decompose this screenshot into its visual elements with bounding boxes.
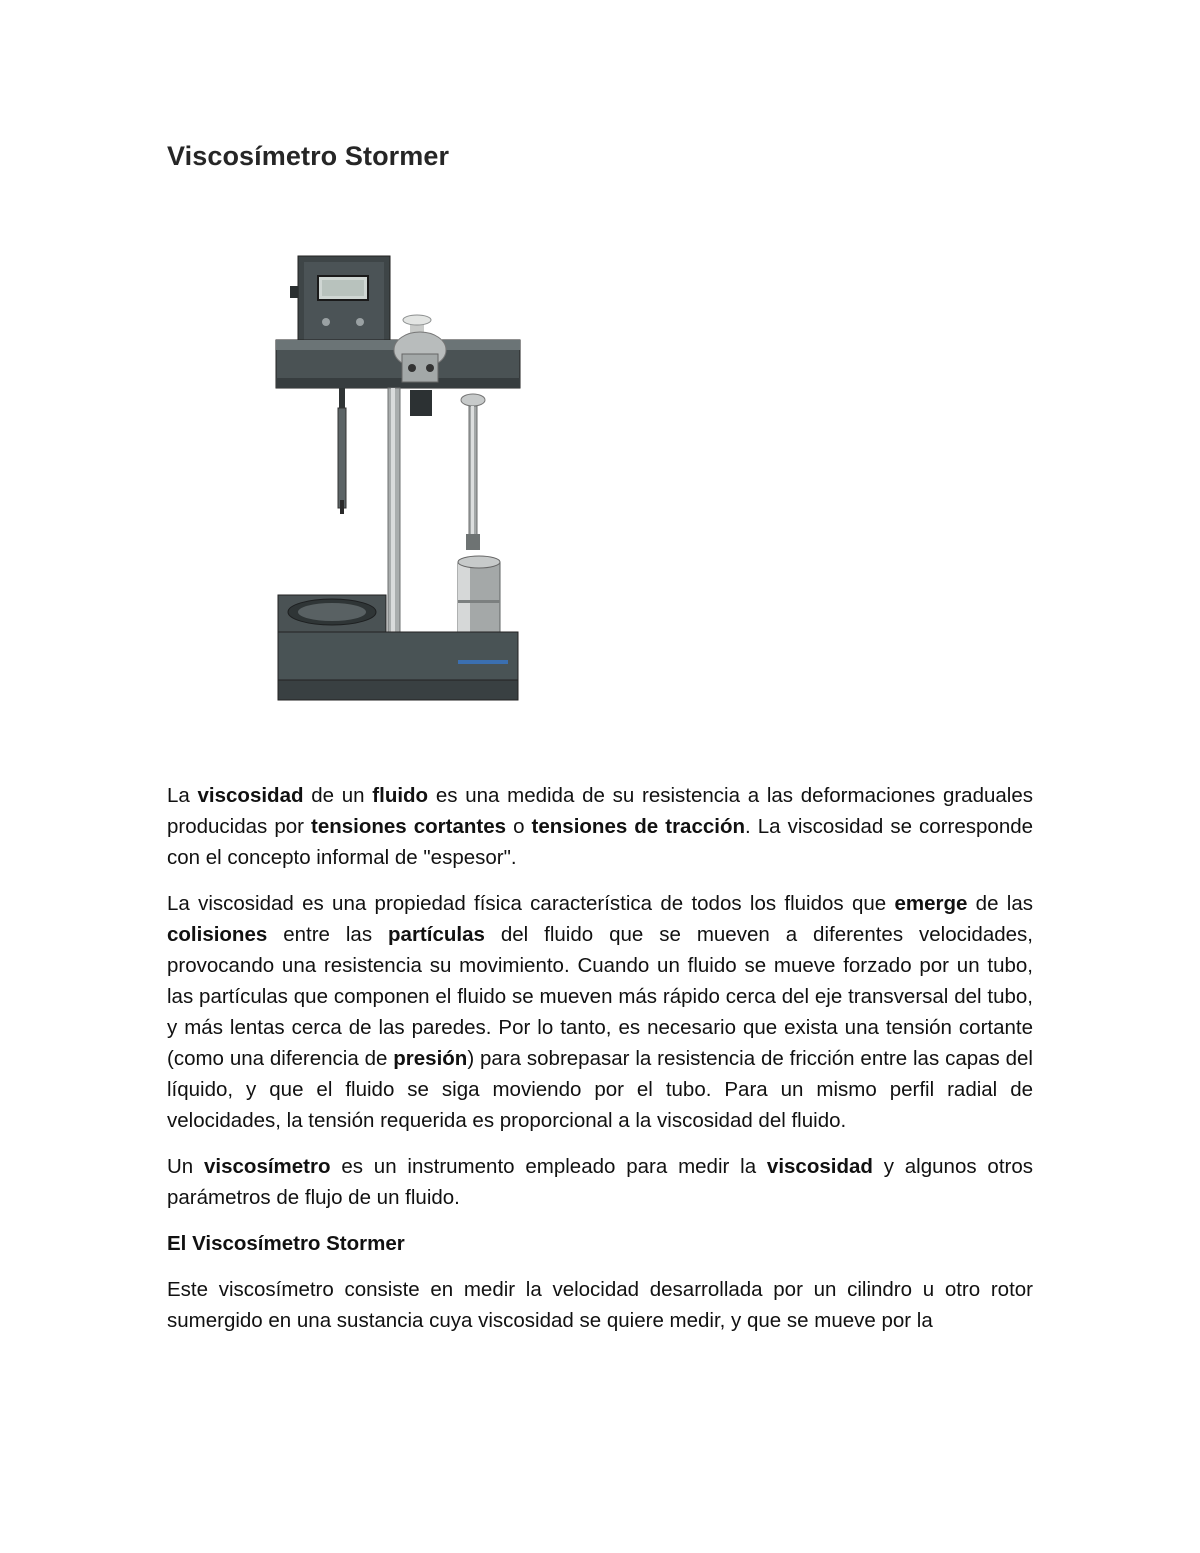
text-run: o — [506, 815, 532, 838]
paragraph-viscosity-definition — [167, 780, 1033, 873]
bold-term: viscosímetro — [204, 1155, 331, 1178]
text-run: del fluido que se mueven a diferentes velocidades, provocando una resistencia su movimiento. Cuando un fluido se mueve forzado por un tubo, las partículas que componen el fluido se mueven más rápido cerca del eje transversal del tubo, y más lentas cerca de las paredes. Por lo tanto, es necesario que exista una tensión cortante (como una diferencia de — [167, 923, 1033, 1070]
text-run: La — [167, 784, 198, 807]
text-run: y algunos otros parámetros de flujo de un fluido. — [167, 1155, 1033, 1209]
text-run: de las — [967, 892, 1033, 915]
text-run: entre las — [267, 923, 389, 946]
paragraph-stormer-description: Este viscosímetro consiste en medir la velocidad desarrollada por un cilindro u otro rotor sumergido en una sustancia cuya viscosidad se quiere medir, y que se mueve por la — [167, 1278, 1033, 1332]
viscometer-image — [268, 250, 528, 710]
bold-term: viscosidad — [197, 784, 304, 807]
text-run: es una medida de su resistencia a las deformaciones graduales producidas por — [167, 784, 1033, 838]
bold-term: tensiones de tracción — [531, 815, 746, 838]
text-run: ) para sobrepasar la resistencia de fricción entre las capas del líquido, y que el fluido se siga moviendo por el tubo. Para un mismo perfil radial de velocidades, la tensión requerida es proporcional a la viscosidad del fluido. — [167, 1047, 1033, 1132]
document-body — [167, 780, 1033, 1351]
paragraph-viscometer-definition — [167, 1151, 1033, 1213]
paragraph-viscosity-property — [167, 888, 1033, 1136]
text-run: . La viscosidad se corresponde con el concepto informal de "espesor". — [167, 815, 1034, 869]
page-title: Viscosímetro Stormer — [167, 141, 450, 171]
bold-term: colisiones — [167, 923, 268, 946]
text-run: La viscosidad es una propiedad física característica de todos los fluidos que — [167, 892, 895, 915]
text-run: es un instrumento empleado para medir la — [330, 1155, 767, 1178]
bold-term: tensiones cortantes — [311, 815, 507, 838]
text-run: Un — [167, 1155, 205, 1178]
bold-term: emerge — [894, 892, 968, 915]
bold-term: presión — [393, 1047, 468, 1070]
text-run: de un — [303, 784, 373, 807]
bold-term: fluido — [372, 784, 429, 807]
bold-term: viscosidad — [766, 1155, 873, 1178]
section-heading: El Viscosímetro Stormer — [167, 1232, 405, 1255]
bold-term: partículas — [388, 923, 485, 946]
